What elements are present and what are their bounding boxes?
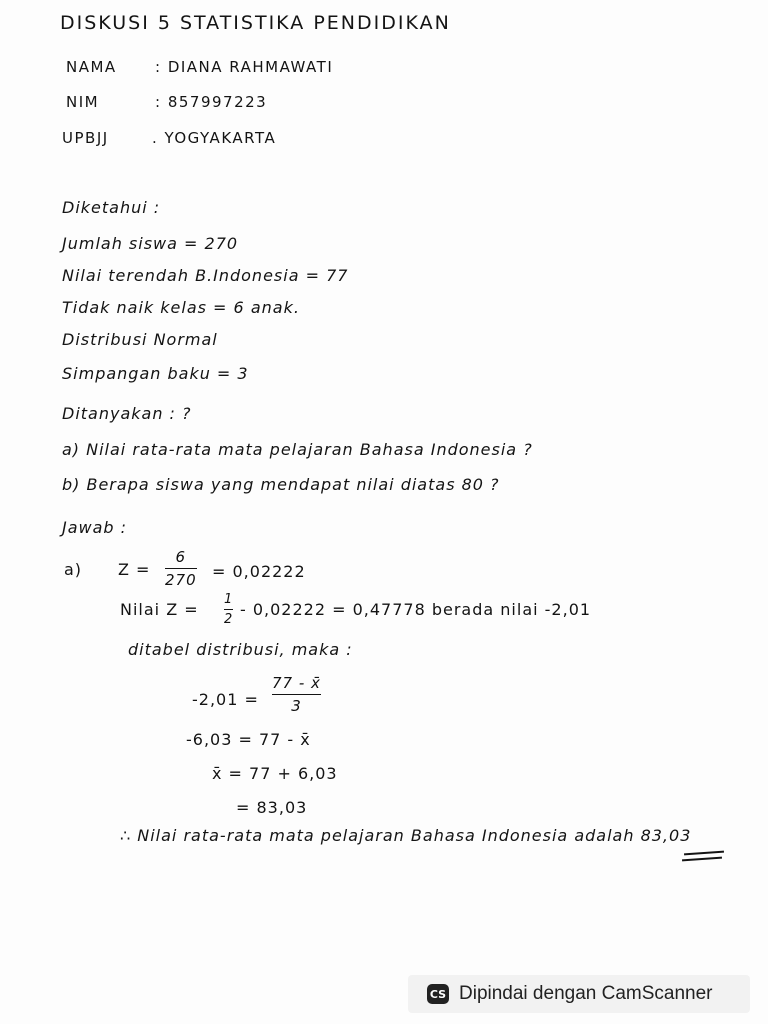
upbjj-value: . YOGYAKARTA [152, 129, 277, 147]
eq1-numerator: 77 - x̄ [272, 674, 321, 692]
nama-value: : DIANA RAHMAWATI [155, 58, 334, 76]
eq1-fraction [272, 674, 321, 715]
diketahui-item: Simpangan baku = 3 [62, 364, 249, 383]
fraction-bar [272, 694, 321, 695]
fraction-bar [224, 609, 233, 610]
page-title: DISKUSI 5 STATISTIKA PENDIDIKAN [60, 12, 451, 34]
nilai-z-lhs: Nilai Z = [120, 600, 199, 619]
eq4: = 83,03 [236, 798, 308, 817]
z-fraction [165, 548, 197, 589]
half-denominator: 2 [224, 612, 234, 627]
ditanyakan-heading: Ditanyakan : ? [62, 404, 192, 423]
diketahui-item: Nilai terendah B.Indonesia = 77 [62, 266, 349, 285]
eq1-lhs: -2,01 = [192, 690, 259, 709]
ditabel-line: ditabel distribusi, maka : [128, 640, 353, 659]
diketahui-heading: Diketahui : [62, 198, 161, 217]
conclusion: ∴ Nilai rata-rata mata pelajaran Bahasa Indonesia adalah 83,03 [120, 826, 692, 845]
z-numerator: 6 [175, 548, 187, 566]
diketahui-item: Jumlah siswa = 270 [62, 234, 239, 253]
diketahui-item: Distribusi Normal [62, 330, 218, 349]
question-a: a) Nilai rata-rata mata pelajaran Bahasa Indonesia ? [62, 440, 533, 459]
nim-label: NIM [66, 93, 100, 111]
z-lhs: Z = [118, 560, 151, 579]
camscanner-text: Dipindai dengan CamScanner [459, 983, 713, 1004]
nilai-z-rest: - 0,02222 = 0,47778 berada nilai -2,01 [240, 600, 592, 619]
z-denominator: 270 [165, 571, 197, 589]
camscanner-watermark [408, 975, 750, 1013]
half-fraction [224, 592, 233, 627]
camscanner-logo-icon: CS [427, 984, 449, 1004]
upbjj-label: UPBJJ [62, 129, 109, 147]
eq2: -6,03 = 77 - x̄ [186, 730, 311, 749]
eq1-denominator: 3 [291, 697, 302, 715]
nim-value: : 857997223 [155, 93, 268, 111]
fraction-bar [165, 568, 197, 569]
half-numerator: 1 [224, 592, 234, 607]
part-a-label: a) [64, 560, 83, 579]
nama-label: NAMA [66, 58, 117, 76]
diketahui-item: Tidak naik kelas = 6 anak. [62, 298, 300, 317]
double-underline-bottom [682, 857, 722, 862]
jawab-heading: Jawab : [62, 518, 128, 537]
question-b: b) Berapa siswa yang mendapat nilai diatas 80 ? [62, 475, 500, 494]
double-underline-top [684, 851, 724, 856]
eq3: x̄ = 77 + 6,03 [212, 764, 338, 783]
z-result: = 0,02222 [212, 562, 306, 581]
